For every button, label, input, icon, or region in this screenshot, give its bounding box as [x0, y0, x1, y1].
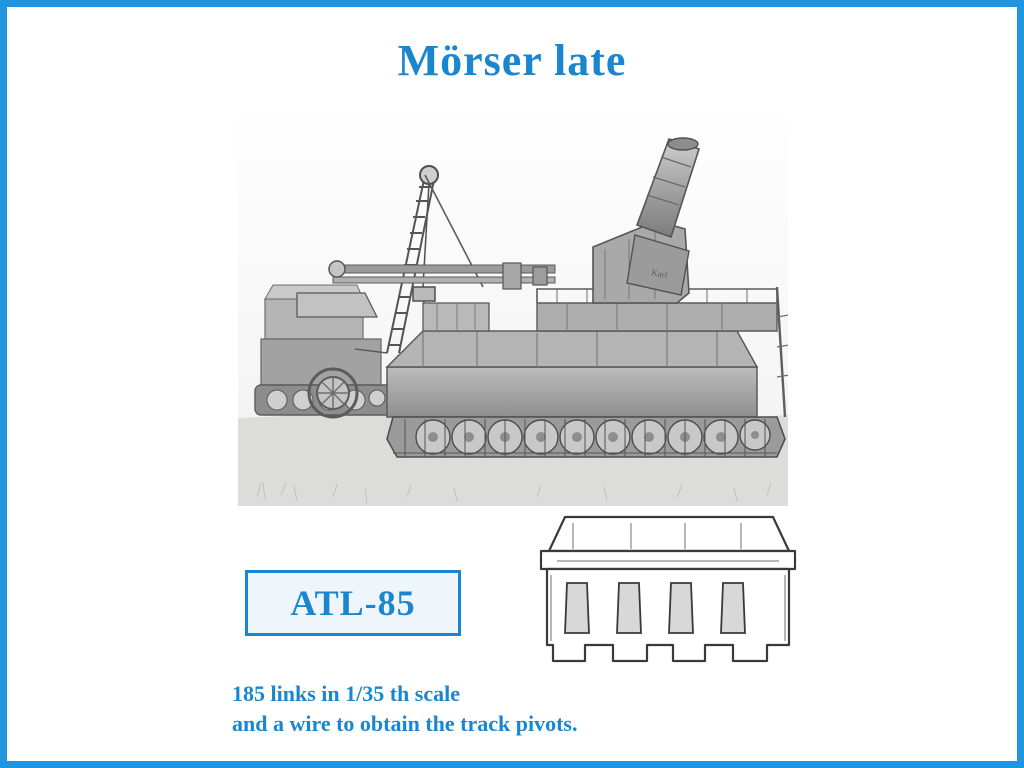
caption-line-1: 185 links in 1/35 th scale	[232, 681, 460, 706]
frame-border-right	[1017, 0, 1024, 768]
frame-border-left	[0, 0, 7, 768]
product-code: ATL-85	[290, 583, 416, 623]
page-title: Mörser late	[397, 36, 627, 85]
frame-border-top	[0, 0, 1024, 7]
product-caption	[232, 679, 852, 739]
svg-text:Karl: Karl	[650, 267, 669, 281]
product-code-box	[245, 570, 461, 636]
caption-line-2: and a wire to obtain the track pivots.	[232, 711, 578, 736]
sheet-inner	[7, 7, 1017, 761]
frame-border-bottom	[0, 761, 1024, 768]
track-link-drawing	[527, 505, 807, 680]
morser-photo	[237, 117, 789, 507]
